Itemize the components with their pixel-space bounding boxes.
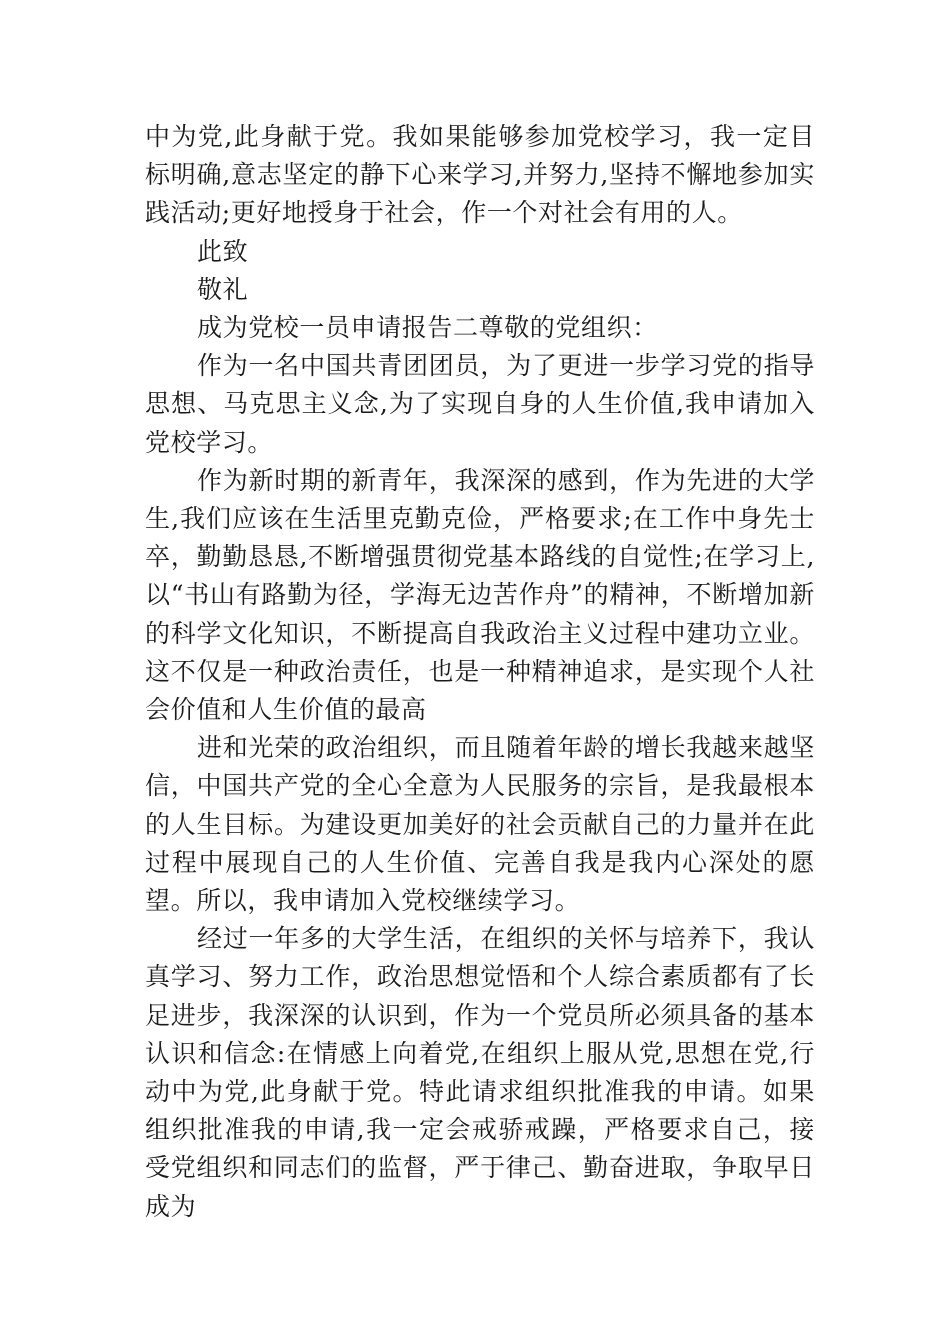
closing-salutation-cizhi: 此致 <box>197 236 249 266</box>
closing-salutation-jingli: 敬礼 <box>197 274 249 304</box>
paragraph-3: 作为新时期的新青年，我深深的感到，作为先进的大学生,我们应该在生活里克勤克俭，严格要求;在工作中身先士卒，勤勤恳恳,不断增强贯彻党基本路线的自觉性;在学习上,以“书山有路勤为径，学海无边苦作舟”的精神，不断增加新的科学文化知识，不断提高自我政治主义过程中建功立业。这不仅是一种政治责任，也是一种精神追求，是实现个人社会价值和人生价值的最高 <box>145 465 815 725</box>
paragraph-5: 经过一年多的大学生活，在组织的关怀与培养下，我认真学习、努力工作，政治思想觉悟和个人综合素质都有了长足进步，我深深的认识到，作为一个党员所必须具备的基本认识和信念:在情感上向着党,在组织上服从党,思想在党,行动中为党,此身献于党。特此请求组织批准我的申请。如果组织批准我的申请,我一定会戒骄戒躁，严格要求自己，接受党组织和同志们的监督，严于律己、勤奋进取，争取早日成为 <box>145 924 815 1221</box>
paragraph-4: 进和光荣的政治组织，而且随着年龄的增长我越来越坚信，中国共产党的全心全意为人民服务的宗旨，是我最根本的人生目标。为建设更加美好的社会贡献自己的力量并在此过程中展现自己的人生价值、完善自我是我内心深处的愿望。所以，我申请加入党校继续学习。 <box>145 733 815 916</box>
paragraph-2: 作为一名中国共青团团员，为了更进一步学习党的指导思想、马克思主义念,为了实现自身的人生价值,我申请加入党校学习。 <box>145 351 815 457</box>
section-heading: 成为党校一员申请报告二尊敬的党组织： <box>197 313 658 343</box>
document-body <box>145 118 815 1226</box>
paragraph-1: 中为党,此身献于党。我如果能够参加党校学习，我一定目标明确,意志坚定的静下心来学习,并努力,坚持不懈地参加实践活动;更好地授身于社会，作一个对社会有用的人。 <box>145 122 815 228</box>
